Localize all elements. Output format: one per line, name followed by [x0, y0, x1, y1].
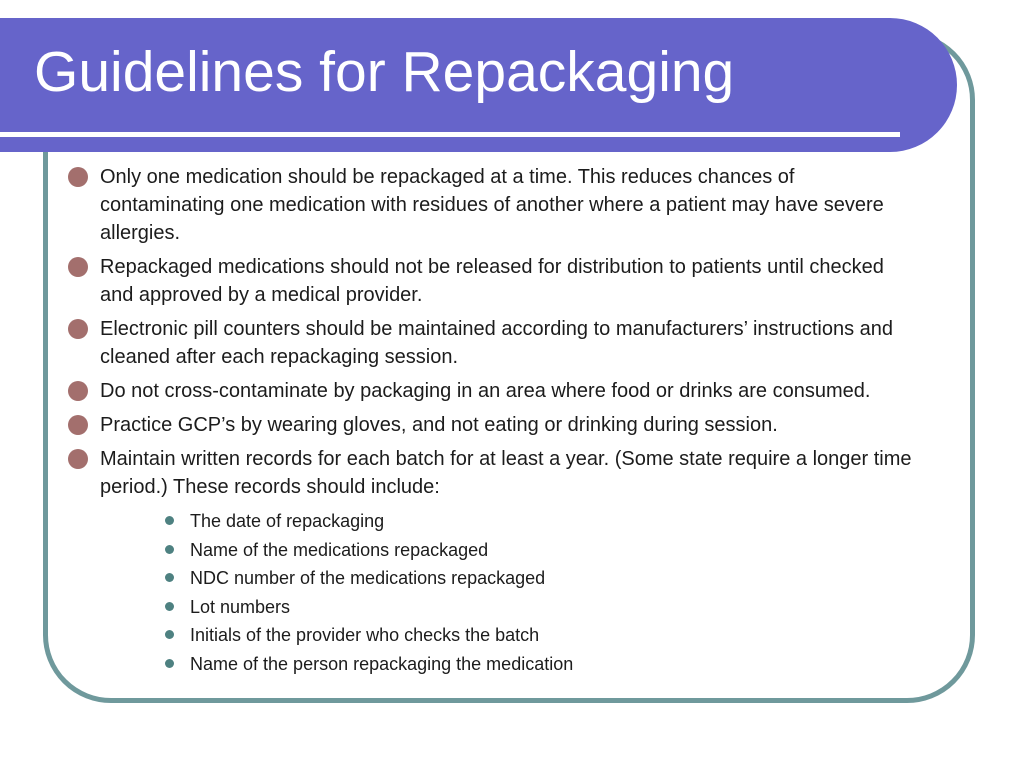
sub-bullet-text: The date of repackaging [190, 511, 385, 531]
bullet-text: Practice GCP’s by wearing gloves, and not eating or drinking during session. [100, 414, 778, 436]
sub-list-item [165, 593, 940, 622]
bullet-text: Do not cross-contaminate by packaging in an area where food or drinks are consumed. [100, 380, 871, 402]
bullet-text: Electronic pill counters should be maintained according to manufacturers’ instructions and cleaned after each repackaging session. [100, 318, 894, 368]
list-item [68, 315, 940, 371]
sub-bullet-text: Name of the person repackaging the medication [190, 653, 574, 674]
bullet-icon [68, 167, 88, 187]
bullet-text: Maintain written records for each batch for at least a year. (Some state require a longer time period.) These records should include: [100, 448, 912, 498]
slide-body [68, 163, 940, 678]
bullet-icon [68, 449, 88, 469]
sub-list-item [165, 507, 940, 536]
bullet-icon [68, 257, 88, 277]
list-item [68, 377, 940, 405]
list-item [68, 163, 940, 247]
sub-bullet-icon [165, 630, 174, 639]
sub-bullet-list [68, 507, 940, 678]
page-title: Guidelines for Repackaging [34, 40, 735, 104]
bullet-icon [68, 415, 88, 435]
list-item [68, 411, 940, 439]
sub-bullet-text: NDC number of the medications repackaged [190, 568, 546, 588]
bullet-list [68, 163, 940, 501]
bullet-icon [68, 319, 88, 339]
title-underline [0, 132, 900, 137]
list-item [68, 253, 940, 309]
sub-bullet-icon [165, 545, 174, 554]
sub-list-item [165, 536, 940, 565]
sub-bullet-text: Lot numbers [190, 596, 291, 617]
sub-bullet-icon [165, 573, 174, 582]
bullet-icon [68, 381, 88, 401]
sub-list-item [165, 564, 940, 593]
sub-bullet-text: Initials of the provider who checks the batch [190, 625, 540, 645]
sub-bullet-icon [165, 516, 174, 525]
list-item [68, 445, 940, 501]
sub-bullet-icon [165, 602, 174, 611]
sub-bullet-icon [165, 659, 174, 668]
sub-list-item [165, 650, 940, 679]
sub-list-item [165, 621, 940, 650]
bullet-text: Repackaged medications should not be released for distribution to patients until checked and approved by a medical provider. [100, 256, 884, 306]
title-banner [0, 18, 957, 152]
bullet-text: Only one medication should be repackaged at a time. This reduces chances of contaminating one medication with residues of another where a patient may have severe allergies. [100, 166, 884, 244]
sub-bullet-text: Name of the medications repackaged [190, 539, 489, 560]
